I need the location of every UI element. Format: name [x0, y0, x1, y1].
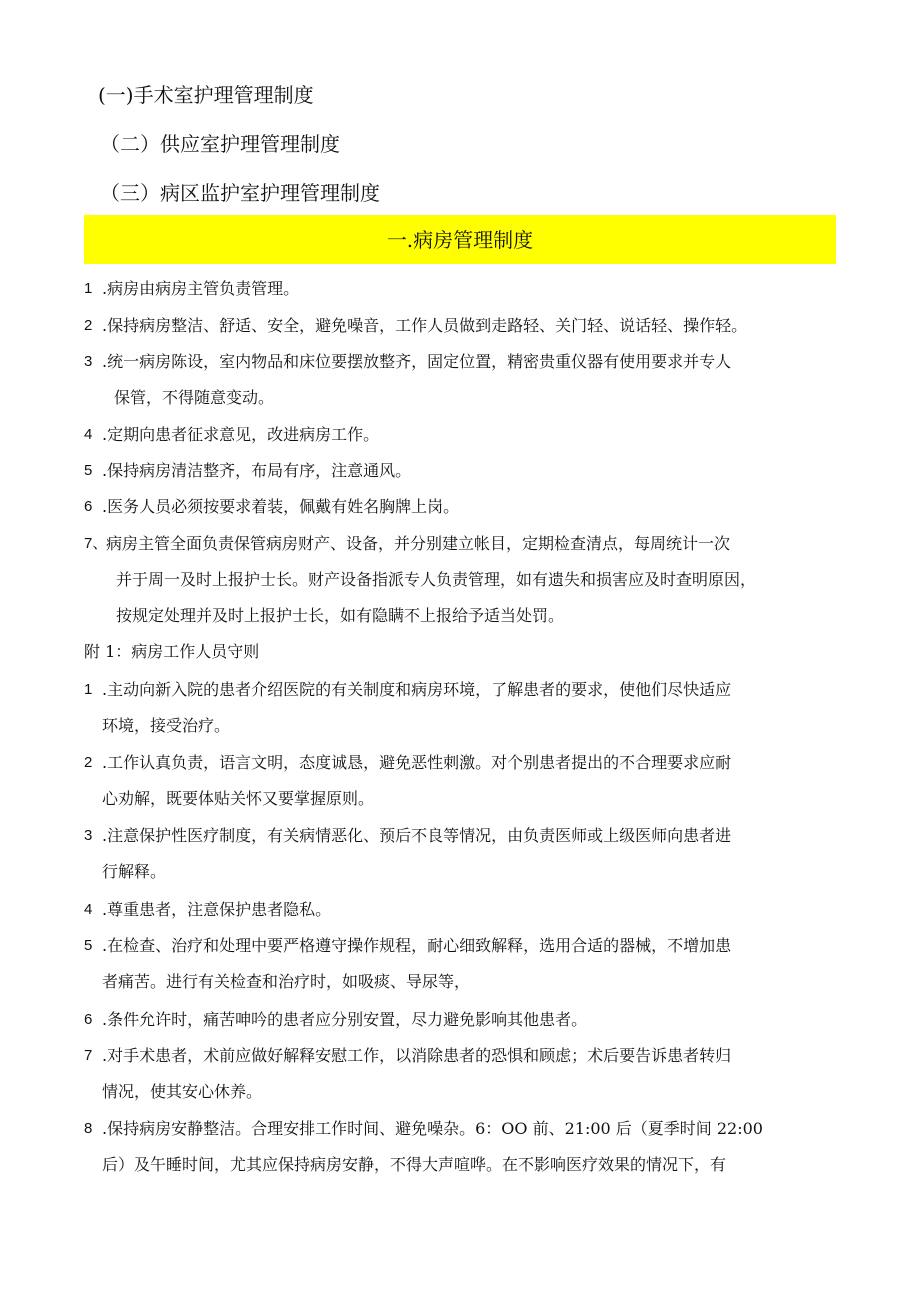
rule-text: .病房由病房主管负责管理。 — [102, 279, 300, 298]
appendix-number: 8 — [84, 1120, 93, 1137]
rule-number: 1 — [84, 280, 93, 297]
rule-text: .保持病房清洁整齐，布局有序，注意通风。 — [102, 461, 412, 480]
section-title: 一.病房管理制度 — [386, 227, 534, 252]
appendix-number: 4 — [84, 901, 93, 918]
rule-text-continued: 按规定处理并及时上报护士长，如有隐瞒不上报给予适当处罚。 — [116, 606, 565, 625]
appendix-number: 6 — [84, 1011, 93, 1028]
rule-text-continued: 并于周一及时上报护士长。财产设备指派专人负责管理，如有遗失和损害应及时查明原因， — [116, 570, 757, 589]
appendix-text-continued: 者痛苦。进行有关检查和治疗时，如吸痰、导尿等， — [102, 972, 471, 991]
appendix-text-continued: 后）及午睡时间，尤其应保持病房安静，不得大声喧哗。在不影响医疗效果的情况下，有 — [102, 1155, 727, 1174]
rule-text: .医务人员必须按要求着装，佩戴有姓名胸牌上岗。 — [102, 497, 460, 516]
rule-text-continued: 保管，不得随意变动。 — [114, 388, 275, 407]
appendix-text-continued: 环境，接受治疗。 — [102, 716, 231, 735]
appendix-text-continued: 心劝解，既要体贴关怀又要掌握原则。 — [102, 789, 375, 808]
appendix-text: .保持病房安静整洁。合理安排工作时间、避免噪杂。6：OO 前、21:00 后（夏季时间 22:00 — [102, 1119, 763, 1138]
section-banner — [84, 215, 836, 264]
rule-number: 4 — [84, 426, 93, 443]
appendix-text-continued: 情况，使其安心休养。 — [102, 1082, 263, 1101]
appendix-text: .在检查、治疗和处理中要严格遵守操作规程，耐心细致解释，选用合适的器械，不增加患 — [102, 936, 732, 955]
rule-number: 3 — [84, 353, 93, 370]
appendix-number: 3 — [84, 827, 93, 844]
appendix-text: .主动向新入院的患者介绍医院的有关制度和病房环境，了解患者的要求，使他们尽快适应 — [102, 680, 732, 699]
appendix-number: 5 — [84, 937, 93, 954]
appendix-text: .注意保护性医疗制度，有关病情恶化、预后不良等情况，由负责医师或上级医师向患者进 — [102, 826, 732, 845]
appendix-text: .尊重患者，注意保护患者隐私。 — [102, 900, 332, 919]
appendix-text: .条件允许时，痛苦呻吟的患者应分别安置，尽力避免影响其他患者。 — [102, 1010, 588, 1029]
rule-text: 病房主管全面负责保管病房财产、设备，并分别建立帐目，定期检查清点，每周统计一次 — [106, 534, 731, 553]
appendix-number: 7 — [84, 1047, 93, 1064]
toc-item-supply-room: （二）供应室护理管理制度 — [100, 132, 340, 156]
rule-number: 5 — [84, 462, 93, 479]
appendix-number: 2 — [84, 754, 93, 771]
rule-number: 7、 — [84, 535, 108, 552]
rule-number: 2 — [84, 317, 93, 334]
appendix-number: 1 — [84, 681, 93, 698]
toc-item-monitoring-room: （三）病区监护室护理管理制度 — [100, 181, 380, 205]
rule-text: .定期向患者征求意见，改进病房工作。 — [102, 425, 380, 444]
toc-item-operating-room: (一)手术室护理管理制度 — [98, 83, 314, 107]
appendix-text: .对手术患者，术前应做好解释安慰工作，以消除患者的恐惧和顾虑；术后要告诉患者转归 — [102, 1046, 732, 1065]
rule-text: .保持病房整洁、舒适、安全，避免噪音，工作人员做到走路轻、关门轻、说话轻、操作轻。 — [102, 316, 748, 335]
appendix-title: 附 1：病房工作人员守则 — [84, 642, 260, 661]
appendix-text: .工作认真负责，语言文明，态度诚恳，避免恶性刺激。对个别患者提出的不合理要求应耐 — [102, 753, 732, 772]
rule-number: 6 — [84, 498, 93, 515]
appendix-text-continued: 行解释。 — [102, 862, 167, 881]
rule-text: .统一病房陈设，室内物品和床位要摆放整齐，固定位置，精密贵重仪器有使用要求并专人 — [102, 352, 732, 371]
